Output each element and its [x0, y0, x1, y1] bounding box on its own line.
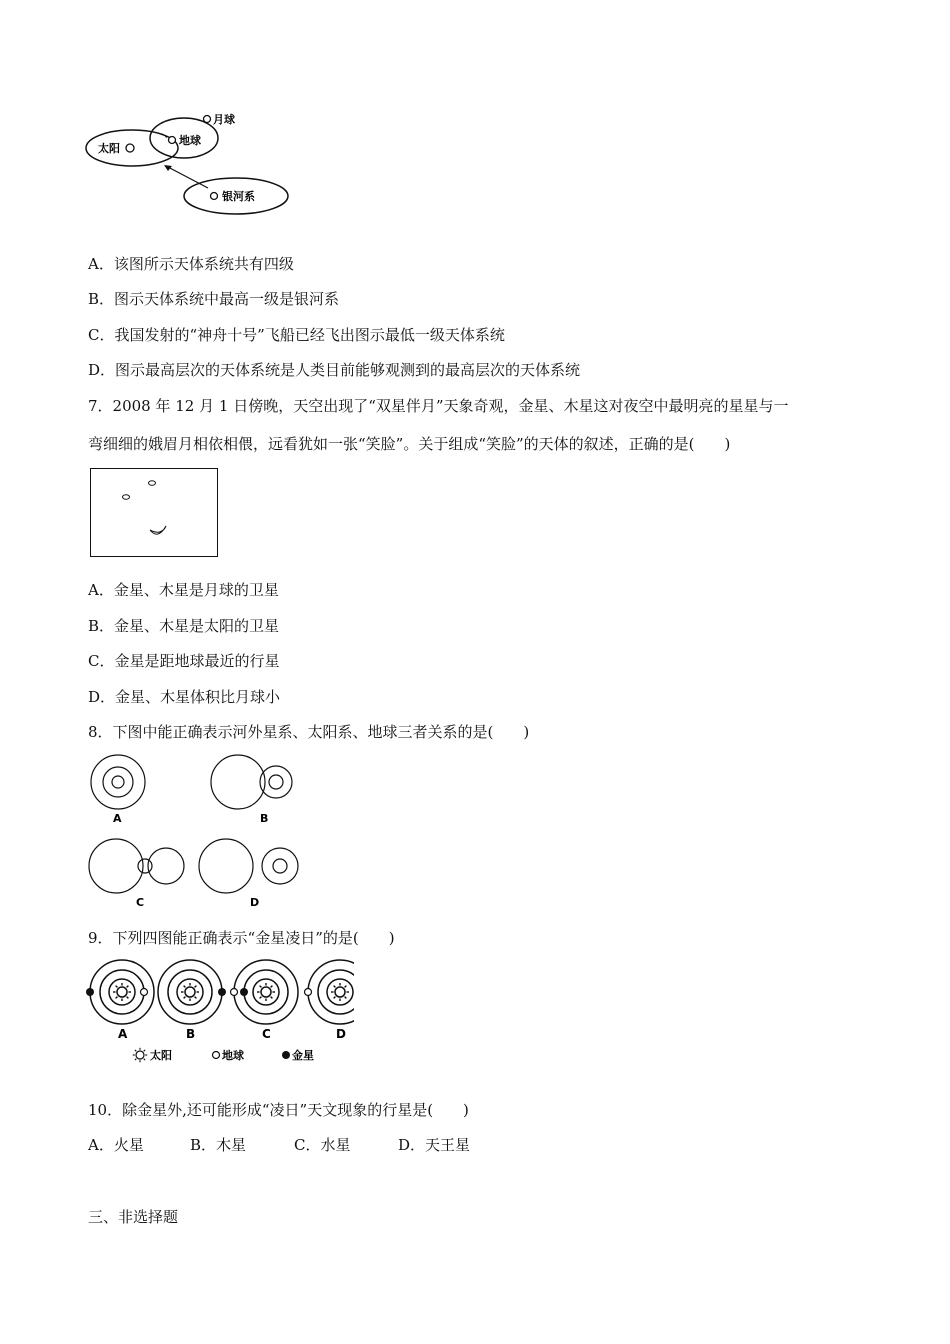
- q8-option-a-diagram: [91, 755, 145, 825]
- smiley-face-sky-figure: [90, 468, 220, 558]
- q9-label-a: A: [118, 1027, 128, 1041]
- q9-stem: 9．下列四图能正确表示“金星凌日”的是( ): [88, 929, 395, 947]
- legend-venus-label: 金星: [292, 1049, 314, 1062]
- moon-label: 月球: [213, 113, 235, 126]
- q9-legend: [133, 1048, 314, 1062]
- legend-earth-label: 地球: [222, 1049, 244, 1062]
- q9-label-b: B: [186, 1027, 196, 1041]
- q7-stem-line2: 弯细细的娥眉月相依相偎，远看犹如一张“笑脸”。关于组成“笑脸”的天体的叙述，正确的是( ): [88, 435, 731, 453]
- venus-c: [240, 988, 248, 996]
- earth-d: [305, 989, 312, 996]
- q9-option-c-diagram: [231, 960, 299, 1024]
- q10-option-c: C．水星: [294, 1136, 351, 1154]
- q8-option-b-diagram: [211, 755, 292, 825]
- q7-option-c: C．金星是距地球最近的行星: [88, 652, 280, 670]
- sun-dot: [126, 144, 134, 152]
- q7-option-d: D．金星、木星体积比月球小: [88, 688, 281, 706]
- celestial-system-diagram: [84, 108, 304, 218]
- q7-stem-line1: 7．2008 年 12 月 1 日傍晚，天空出现了“双星伴月”天象奇观，金星、木星这对夜空中最明亮的星星与一: [88, 397, 789, 415]
- earth-dot: [169, 137, 176, 144]
- q9-option-a-diagram: [86, 960, 154, 1024]
- q8-option-d-diagram: [199, 839, 298, 909]
- earth-label: 地球: [179, 134, 201, 147]
- q10-option-d: D．天王星: [398, 1136, 471, 1154]
- moon-dot: [204, 116, 211, 123]
- section-title: 三、非选择题: [88, 1208, 179, 1226]
- q8-stem: 8．下图中能正确表示河外星系、太阳系、地球三者关系的是( ): [88, 723, 530, 741]
- galaxy-arrow: [166, 166, 208, 188]
- earth-a: [141, 989, 148, 996]
- q7-option-b: B．金星、木星是太阳的卫星: [88, 617, 280, 635]
- earth-c: [231, 989, 238, 996]
- venus-b: [218, 988, 226, 996]
- legend-venus-icon: [282, 1051, 290, 1059]
- galaxy-label: 银河系: [222, 190, 255, 203]
- q6-option-a: A．该图所示天体系统共有四级: [88, 255, 294, 273]
- q9-label-c: C: [262, 1027, 271, 1041]
- q10-option-a: A．火星: [88, 1136, 144, 1154]
- q7-option-a: A．金星、木星是月球的卫星: [88, 581, 279, 599]
- q8-circles-figure: [84, 752, 314, 914]
- q6-option-b: B．图示天体系统中最高一级是银河系: [88, 290, 340, 308]
- q10-option-b: B．木星: [190, 1136, 247, 1154]
- sun-label: 太阳: [98, 142, 120, 155]
- q10-stem: 10．除金星外,还可能形成“凌日”天文现象的行星是( ): [88, 1101, 469, 1119]
- q10-options: [88, 1134, 470, 1155]
- q8-label-c: C: [136, 896, 145, 909]
- q9-venus-transit-figure: [84, 958, 354, 1066]
- q6-option-d: D．图示最高层次的天体系统是人类目前能够观测到的最高层次的天体系统: [88, 361, 581, 379]
- galaxy-dot: [211, 193, 218, 200]
- legend-earth-icon: [213, 1052, 220, 1059]
- q8-label-d: D: [250, 896, 260, 909]
- q8-option-c-diagram: [89, 839, 184, 909]
- q8-label-b: B: [260, 812, 269, 825]
- q9-option-d-diagram: [305, 960, 355, 1024]
- q9-label-d: D: [336, 1027, 346, 1041]
- q9-option-b-diagram: [158, 960, 226, 1024]
- venus-a: [86, 988, 94, 996]
- legend-sun-label: 太阳: [150, 1049, 172, 1062]
- q6-option-c: C．我国发射的“神舟十号”飞船已经飞出图示最低一级天体系统: [88, 326, 505, 344]
- q8-label-a: A: [113, 812, 122, 825]
